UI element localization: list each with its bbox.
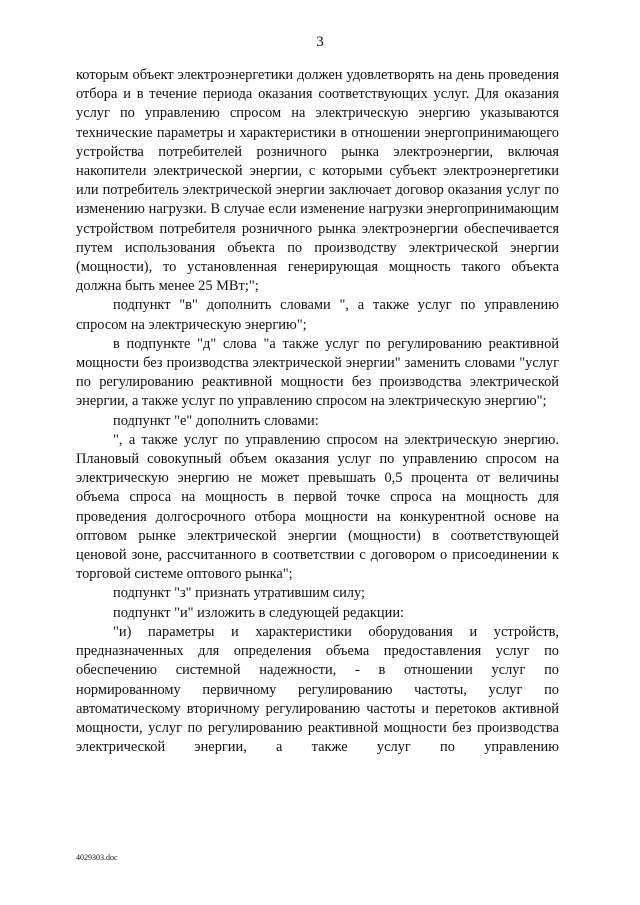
paragraph-subpoint-e: подпункт "е" дополнить словами: — [113, 412, 319, 429]
paragraph-subpoint-v: подпункт "в" дополнить словами ", а также услуг по управлению спросом на электрическую энергию"; — [76, 297, 559, 333]
paragraph-subpoint-e-addition: ", а также услуг по управлению спросом на электрическую энергию. Плановый совокупный объем оказания услуг по управлению спросом на электрическую энергию не может превышать 0,5 процента от величины объема спроса на мощность в первой точке спроса на мощность для проведения долгосрочного отбора мощности на конкурентной основе на оптовом рынке электрической энергии (мощности) в соответствующей ценовой зоне, рассчитанного в соответствии с договором о присоединении к торговой системе оптового рынка"; — [76, 431, 559, 583]
paragraph-subpoint-i: подпункт "и" изложить в следующей редакции: — [113, 604, 405, 621]
document-body — [76, 66, 559, 757]
paragraph-subpoint-d: в подпункте "д" слова "а также услуг по регулированию реактивной мощности без производства электрической энергии" заменить словами "услуг по регулированию реактивной мощности без производства электрической энергии, а также услуг по управлению спросом на электрическую энергию"; — [76, 335, 559, 410]
page-number: 3 — [316, 34, 324, 50]
paragraph-continuation: которым объект электроэнергетики должен удовлетворять на день проведения отбора и в течение периода оказания соответствующих услуг. Для оказания услуг по управлению спросом на электрическую энергию указываются технические параметры и характеристики в отношении энергопринимающего устройства потребителей розничного рынка электроэнергии, включая накопители электрической энергии, с которыми субъект электроэнергетики или потребитель электрической энергии заключает договор оказания услуг по изменению нагрузки. В случае если изменение нагрузки энергопринимающим устройством потребителя розничного рынка электроэнергии обеспечивается путем использования объекта по производству электрической энергии (мощности), то установленная генерирующая мощность такого объекта должна быть менее 25 МВт;"; — [76, 67, 559, 295]
document-code: 4029303.doc — [76, 853, 118, 862]
paragraph-subpoint-z: подпункт "з" признать утратившим силу; — [113, 585, 365, 602]
paragraph-subpoint-i-text: "и) параметры и характеристики оборудования и устройств, предназначенных для определения объема предоставления услуг по обеспечению системной надежности, - в отношении услуг по нормированному первичному регулированию частоты, услуг по автоматическому вторичному регулированию частоты и перетоков активной мощности, услуг по регулированию реактивной мощности без производства электрической энергии, а также услуг по управлению — [76, 623, 559, 756]
